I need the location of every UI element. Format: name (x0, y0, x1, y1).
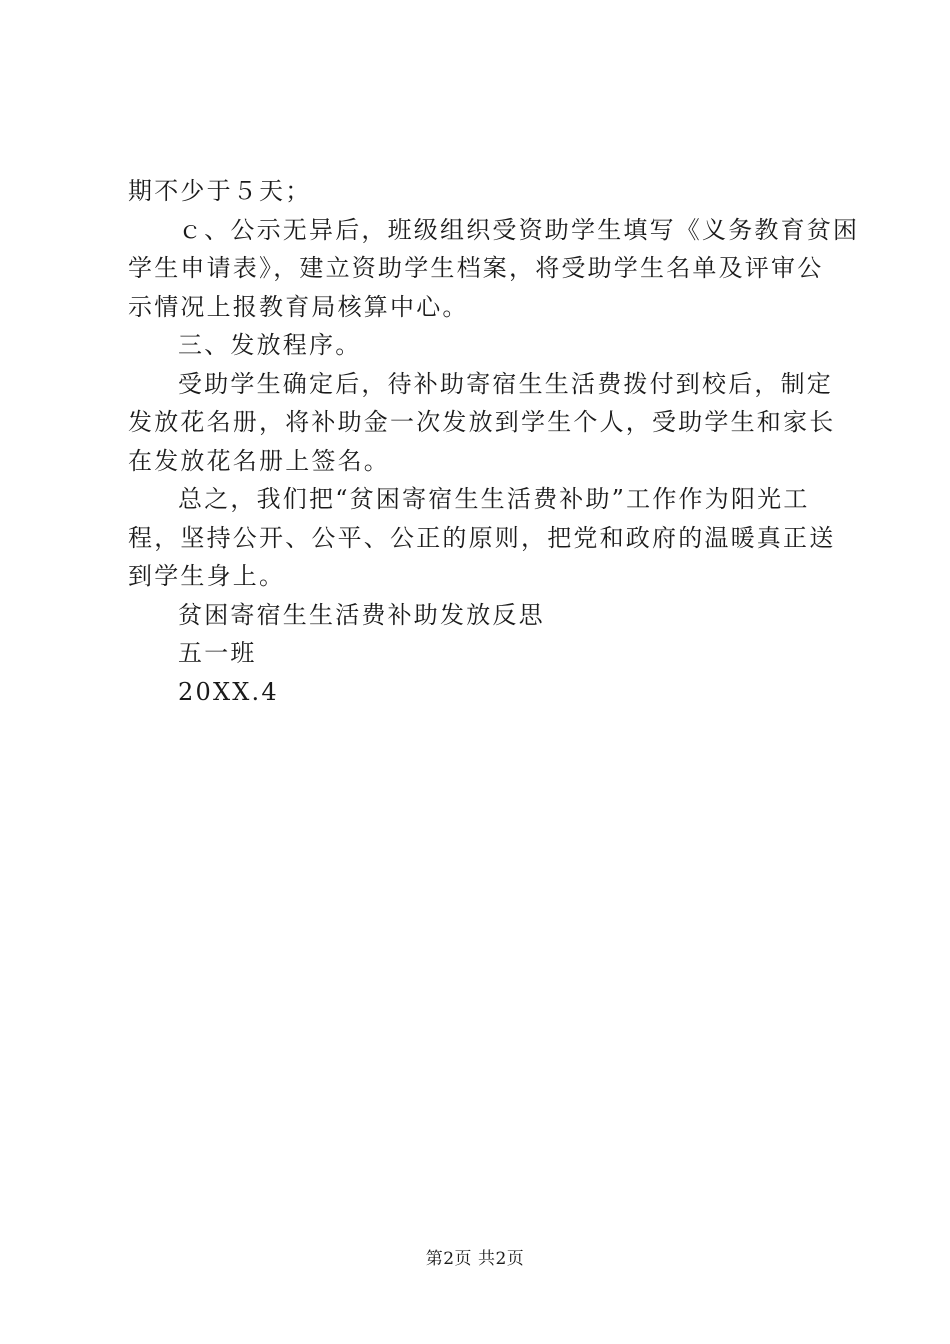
document-body (128, 172, 860, 711)
text-line-3: 学生申请表》，建立资助学生档案，将受助学生名单及评审公 (128, 254, 824, 282)
class-name: 五一班 (178, 639, 257, 667)
document-title-signoff: 贫困寄宿生生活费补助发放反思 (178, 600, 545, 629)
text-line-9: 总之，我们把“贫困寄宿生生活费补助”工作作为阳光工 (178, 485, 810, 513)
text-line-4: 示情况上报教育局核算中心。 (128, 292, 469, 321)
text-line-1: 期不少于５天； (128, 177, 312, 205)
text-line-7: 发放花名册，将补助金一次发放到学生个人，受助学生和家长 (128, 408, 836, 436)
text-line-6: 受助学生确定后，待补助寄宿生生活费拨付到校后，制定 (178, 369, 833, 398)
text-line-10: 程，坚持公开、公平、公正的原则，把党和政府的温暖真正送 (128, 523, 836, 552)
text-line-8: 在发放花名册上签名。 (128, 446, 390, 475)
document-date: 20XX.4 (178, 677, 279, 706)
text-line-2: ｃ、公示无异后，班级组织受资助学生填写《义务教育贫困 (178, 215, 860, 244)
page-indicator: 第2页 共2页 (425, 1249, 525, 1269)
page-footer (0, 1244, 950, 1269)
text-line-11: 到学生身上。 (128, 562, 286, 590)
section-heading-distribution: 三、发放程序。 (178, 331, 362, 359)
